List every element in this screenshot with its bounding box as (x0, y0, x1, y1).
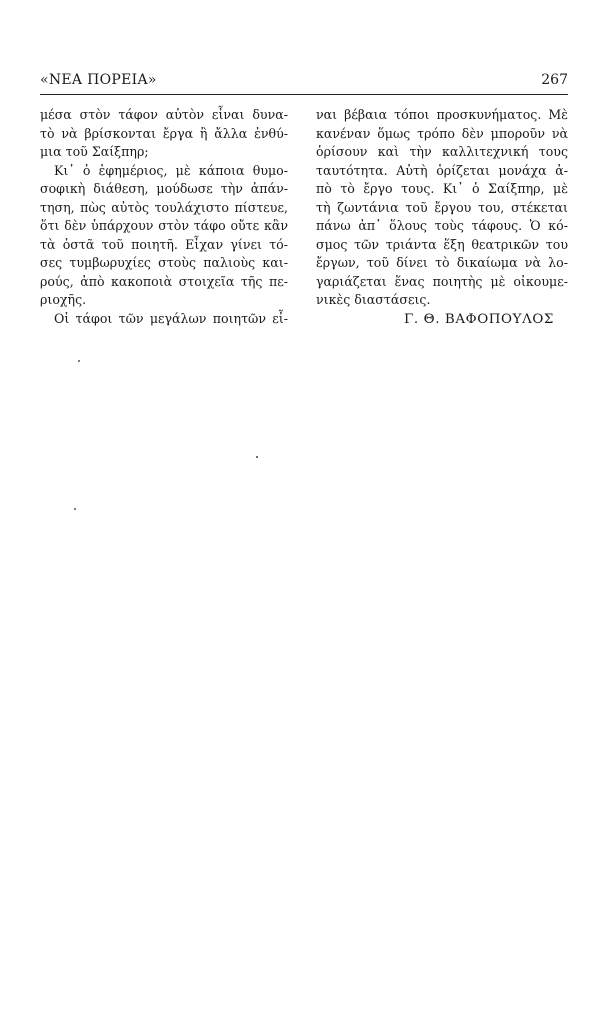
text-line: ἔργων, τοῦ δίνει τὸ δικαίωμα νὰ λο- (316, 255, 568, 270)
text-line: σοφικὴ διάθεση, μούδωσε τὴν ἀπάν- (40, 181, 288, 196)
text-line: γαριάζεται ἕνας ποιητὴς μὲ οἰκουμε- (316, 273, 568, 289)
text-line: τὴ ζωντάνια τοῦ ἔργου του, στέκεται (316, 199, 568, 215)
journal-title: «ΝΕΑ ΠΟΡΕΙΑ» (40, 72, 157, 88)
text-line: πὸ τὸ ἔργο τους. Κι᾽ ὁ Σαίξπηρ, μὲ (316, 181, 568, 196)
text-line: μια τοῦ Σαίξπηρ; (40, 144, 149, 159)
text-line: τηση, πὼς αὐτὸς τουλάχιστο πίστευε, (40, 199, 288, 215)
right-column (316, 106, 568, 329)
text-line: Κι᾽ ὁ ἐφημέριος, μὲ κάποια θυμο- (54, 162, 288, 178)
print-speck (74, 508, 76, 510)
text-line: μέσα στὸν τάφον αὐτὸν εἶναι δυνα- (40, 107, 288, 122)
text-line: κανέναν ὅμως τρόπο δὲν μποροῦν νὰ (316, 125, 568, 141)
text-line: νικὲς διαστάσεις. (316, 292, 431, 307)
text-line: πάνω ἀπ᾽ ὅλους τοὺς τάφους. Ὁ κό- (316, 218, 568, 233)
print-speck (78, 360, 80, 362)
text-line: τὰ ὀστᾶ τοῦ ποιητῆ. Εἶχαν γίνει τό- (40, 236, 288, 252)
text-line: ταυτότητα. Αὐτὴ ὁρίζεται μονάχα ἀ- (316, 162, 568, 178)
text-line: ὁρίσουν καὶ τὴν καλλιτεχνική τους (316, 144, 568, 159)
print-speck (256, 456, 258, 458)
text-line: ναι βέβαια τόποι προσκυνήματος. Μὲ (316, 107, 568, 122)
left-column (40, 106, 288, 328)
page-header (40, 72, 568, 92)
author-signature: Γ. Θ. ΒΑΦΟΠΟΥΛΟΣ (404, 311, 554, 327)
text-line: τὸ νὰ βρίσκονται ἔργα ἢ ἄλλα ἐνθύ- (40, 125, 288, 141)
text-line: Οἱ τάφοι τῶν μεγάλων ποιητῶν εἶ- (54, 310, 288, 326)
header-rule (40, 94, 568, 95)
text-line: ριοχῆς. (40, 292, 87, 307)
text-line: σες τυμβωρυχίες στοὺς παλιοὺς και- (40, 255, 288, 270)
text-line: σμος τῶν τριάντα ἕξη θεατρικῶν του (316, 236, 568, 252)
page-number: 267 (541, 72, 568, 88)
text-line: ρούς, ἀπὸ κακοποιὰ στοιχεῖα τῆς πε- (40, 273, 288, 289)
text-line: ὅτι δὲν ὑπάρχουν στὸν τάφο οὔτε κἂν (40, 218, 288, 233)
